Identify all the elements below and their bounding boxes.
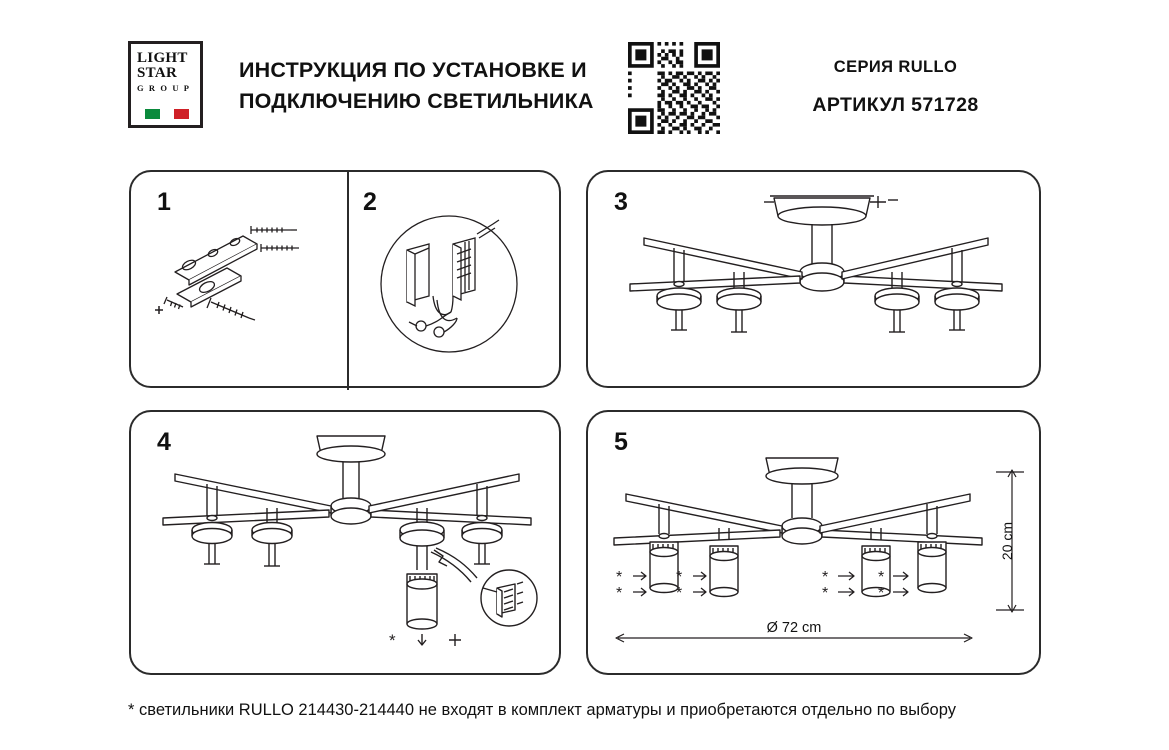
step-number-3: 3 <box>614 188 628 216</box>
flag-stripe-green <box>145 109 160 119</box>
italy-flag-icon <box>145 109 189 119</box>
footnote: * светильники RULLO 214430-214440 не входят в комплект арматуры и приобретаются отдельно по выбору <box>128 701 956 719</box>
header <box>128 38 1043 138</box>
brand-logo-line3: G R O U P <box>137 82 191 93</box>
brand-logo-text <box>137 51 201 92</box>
qr-code-icon <box>628 42 720 134</box>
panel-step-5 <box>586 410 1041 675</box>
step-5-asterisk-1: * <box>616 569 623 586</box>
step-5-asterisk-3: * <box>676 569 683 586</box>
panel-step-3 <box>586 170 1041 388</box>
step-5-asterisk-5: * <box>822 569 829 586</box>
step-5-asterisk-8: * <box>878 585 885 602</box>
brand-logo-line1: LIGHT <box>137 50 188 66</box>
step-3-illustration <box>588 172 1043 390</box>
step-number-2: 2 <box>363 188 377 216</box>
height-dimension-label: 20 cm <box>999 521 1015 561</box>
step-1-illustration <box>131 172 347 390</box>
step-5-asterisk-4: * <box>676 585 683 602</box>
panel-step-4 <box>129 410 561 675</box>
diameter-dimension-label: Ø 72 cm <box>766 620 822 636</box>
step-4-illustration <box>131 412 563 677</box>
step-5-illustration <box>588 412 1043 677</box>
step-number-4: 4 <box>157 428 171 456</box>
step-5-asterisk-6: * <box>822 585 829 602</box>
step-5-asterisk-7: * <box>878 569 885 586</box>
step-number-1: 1 <box>157 188 171 216</box>
panel-steps-1-2 <box>129 170 561 388</box>
page-title: ИНСТРУКЦИЯ ПО УСТАНОВКЕ И ПОДКЛЮЧЕНИЮ СВЕТИЛЬНИКА <box>239 58 594 113</box>
step-2-illustration <box>347 172 563 390</box>
brand-logo <box>128 41 203 128</box>
brand-logo-line2: STAR <box>137 65 178 82</box>
step-4-asterisk: * <box>389 631 396 650</box>
step-number-5: 5 <box>614 428 628 456</box>
series-label: СЕРИЯ RULLO <box>833 58 958 76</box>
article-label: АРТИКУЛ 571728 <box>812 94 979 116</box>
flag-stripe-red <box>174 109 189 119</box>
flag-stripe-white <box>160 109 175 119</box>
step-5-asterisk-2: * <box>616 585 623 602</box>
